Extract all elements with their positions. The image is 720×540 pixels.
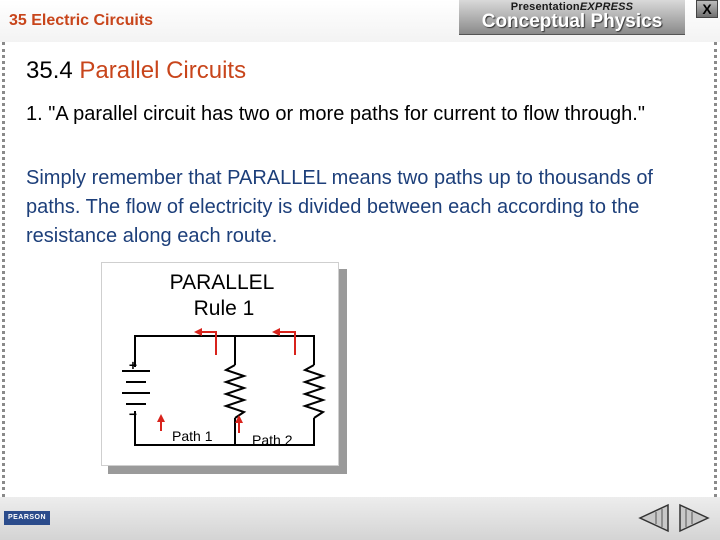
body-paragraph: Simply remember that PARALLEL means two paths up to thousands of paths. The flow of electricity is divided between each according to the resistance along each route. bbox=[26, 167, 653, 247]
resistor-path1 bbox=[226, 365, 244, 418]
previous-slide-icon bbox=[638, 503, 672, 533]
slide-title-number: 35.4 bbox=[26, 57, 73, 84]
rule-statement: 1. "A parallel circuit has two or more paths for current to flow through." bbox=[26, 103, 645, 125]
right-dotted-border bbox=[714, 42, 717, 497]
diagram-heading-line1: PARALLEL bbox=[169, 271, 275, 294]
next-slide-button[interactable] bbox=[676, 503, 710, 533]
battery-minus-label: − bbox=[128, 406, 138, 422]
close-button[interactable]: X bbox=[696, 0, 718, 18]
publisher-logo: PEARSON bbox=[4, 511, 50, 525]
current-arrow-path1 bbox=[194, 328, 216, 355]
battery-symbol bbox=[122, 371, 150, 404]
slide-title bbox=[26, 57, 246, 85]
brand-title: Conceptual Physics bbox=[481, 11, 663, 32]
current-arrow-path2 bbox=[272, 328, 295, 355]
diagram-panel bbox=[101, 262, 339, 466]
left-dotted-border bbox=[2, 42, 5, 497]
circuit-drawing bbox=[102, 263, 340, 467]
diagram-heading-line2: Rule 1 bbox=[193, 297, 255, 320]
battery-plus-label: + bbox=[128, 357, 138, 373]
path2-label: Path 2 bbox=[252, 432, 293, 448]
current-arrow-bottom1 bbox=[157, 414, 165, 431]
parallel-circuit-diagram bbox=[101, 262, 347, 474]
next-slide-icon bbox=[676, 503, 710, 533]
brand-tagline: PresentationEXPRESS bbox=[510, 1, 634, 13]
footer-bar bbox=[0, 497, 720, 540]
slide-title-text: Parallel Circuits bbox=[79, 57, 247, 84]
chapter-title: 35 Electric Circuits bbox=[9, 12, 154, 29]
previous-slide-button[interactable] bbox=[638, 503, 672, 533]
path1-label: Path 1 bbox=[172, 428, 213, 444]
resistor-path2 bbox=[305, 365, 323, 418]
brand-logo bbox=[459, 0, 685, 35]
